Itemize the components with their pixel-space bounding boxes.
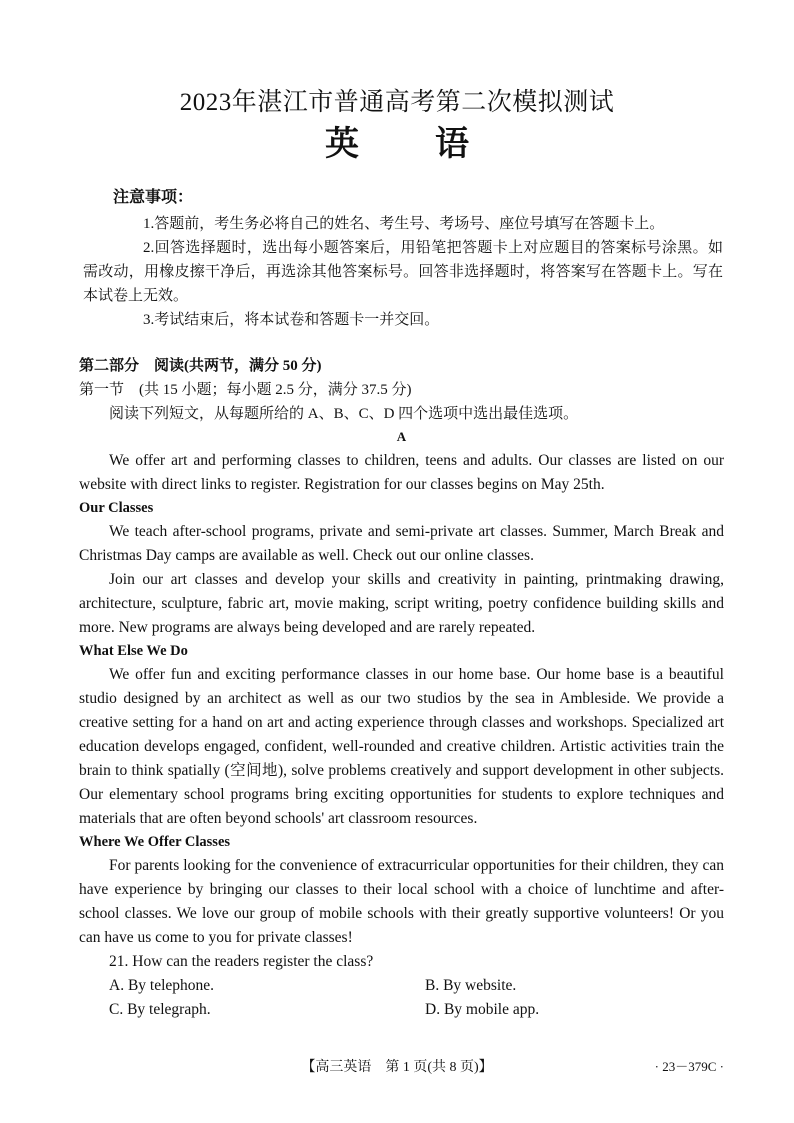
notice-heading: 注意事项： [113,189,194,206]
option-d: D. By mobile app. [425,1001,540,1018]
option-a: A. By telephone. [109,977,215,994]
paragraph: Join our art classes and develop your skills and creativity in painting, printmaking drawing, architecture, sculpture, fabric art, movie making, script writing, poetry confidence building skills and more. New programs are always being developed and are rarely repeated. [79,571,724,636]
option-b: B. By website. [425,977,517,994]
part-heading: 第二部分 阅读(共两节，满分 50 分) [79,358,322,374]
paragraph: We teach after-school programs, private and semi-private art classes. Summer, March Break and Christmas Day camps are available as well. Check out our online classes. [79,523,724,564]
answer-options [79,974,724,1022]
passage-a [79,429,724,1022]
passage-intro: We offer art and performing classes to children, teens and adults. Our classes are listed on our website with direct links to register. Registration for our classes begins on May 25th. [79,452,724,493]
subject-title [0,116,794,165]
notice-item: 3.考试结束后，将本试卷和答题卡一并交回。 [143,312,440,328]
notice-item: 2.回答选择题时，选出每小题答案后，用铅笔把答题卡上对应题目的答案标号涂黑。如需改动，用橡皮擦干净后，再选涂其他答案标号。回答非选择题时，将答案写在答题卡上。写在本试卷上无效。 [83,240,723,304]
subject-char: 语 [435,126,469,163]
section-header [79,354,724,426]
subsection-heading: 第一节 (共 15 小题；每小题 2.5 分，满分 37.5 分) [79,382,412,398]
section-heading: Where We Offer Classes [79,834,231,850]
subject-char: 英 [325,126,359,163]
notice-item: 1.答题前，考生务必将自己的姓名、考生号、考场号、座位号填写在答题卡上。 [143,216,665,232]
paragraph: For parents looking for the convenience of extracurricular opportunities for their children, they can have experience by bringing our classes to their local school with a choice of lunchtime and after-school classes. We love our group of mobile schools with their greatly supportive volunteers! Or you can have us come to you for private classes! [79,857,724,946]
page-footer: 【高三英语 第 1 页(共 8 页)】 [301,1060,493,1075]
section-heading: Our Classes [79,500,154,516]
section-heading: What Else We Do [79,643,188,659]
notice-section [83,186,723,332]
question-21: 21. How can the readers register the class? [109,953,374,970]
exam-title: 2023年湛江市普通高考第二次模拟测试 [179,89,615,116]
exam-code: · 23－379C · [654,1059,724,1074]
paragraph: We offer fun and exciting performance classes in our home base. Our home base is a beautiful studio designed by an architect as well as our two studios by the sea in Ambleside. We provide a creative setting for a hand on art and acting experience through classes and workshops. Specialized art education develops engaged, confident, well-rounded and creative children. Artistic activities train the brain to think spatially (空间地), solve problems creatively and support development in other subjects. Our elementary school programs bring exciting opportunities for students to explore techniques and materials that are often beyond schools' art classroom resources. [79,666,724,827]
option-c: C. By telegraph. [109,1001,211,1018]
passage-label: A [396,429,407,444]
instruction: 阅读下列短文，从每题所给的 A、B、C、D 四个选项中选出最佳选项。 [109,406,579,422]
